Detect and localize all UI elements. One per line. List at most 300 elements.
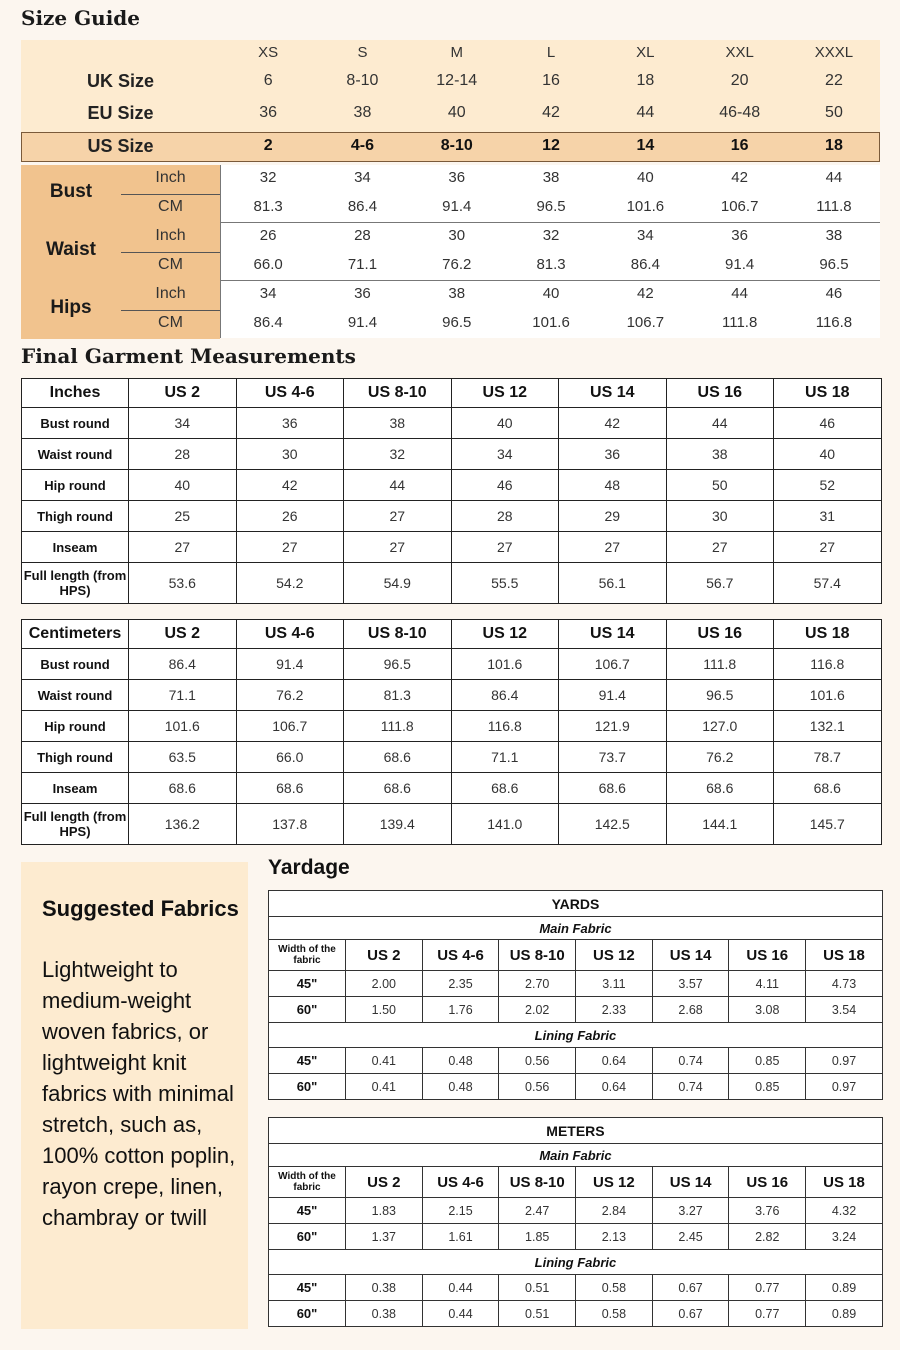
size-column-header: US 18 bbox=[806, 1167, 883, 1198]
cm-value: 96.5 bbox=[819, 256, 849, 273]
yardage-value: 4.73 bbox=[806, 971, 883, 997]
yardage-value: 0.97 bbox=[806, 1048, 883, 1074]
yardage-value: 0.74 bbox=[652, 1074, 729, 1100]
measurement-value: 54.2 bbox=[236, 563, 344, 604]
size-letter: XL bbox=[636, 44, 655, 61]
yardage-value: 1.50 bbox=[346, 997, 423, 1023]
yardage-value: 0.77 bbox=[729, 1301, 806, 1327]
measurement-value: 116.8 bbox=[774, 649, 882, 680]
fabric-width: 60" bbox=[269, 1224, 346, 1250]
main-fabric-data-row bbox=[269, 1224, 883, 1250]
measurement-label: Bust round bbox=[22, 408, 129, 439]
yardage-value: 2.45 bbox=[652, 1224, 729, 1250]
fabric-width: 60" bbox=[269, 1074, 346, 1100]
yardage-value: 0.89 bbox=[806, 1275, 883, 1301]
yardage-value: 0.85 bbox=[729, 1048, 806, 1074]
measurement-value: 63.5 bbox=[129, 742, 237, 773]
yardage-value: 0.44 bbox=[422, 1301, 499, 1327]
suggested-fabrics-panel bbox=[21, 862, 248, 1329]
inch-value: 26 bbox=[259, 227, 277, 244]
garment-title: Final Garment Measurements bbox=[21, 344, 356, 368]
yardage-value: 2.82 bbox=[729, 1224, 806, 1250]
inch-value: 34 bbox=[636, 227, 654, 244]
size-column-header: US 14 bbox=[559, 620, 667, 649]
measurement-value: 96.5 bbox=[666, 680, 774, 711]
main-fabric-label: Main Fabric bbox=[269, 917, 883, 940]
table-row bbox=[22, 501, 882, 532]
cm-value: 106.7 bbox=[626, 314, 665, 331]
us-size-value: 14 bbox=[636, 137, 655, 154]
measurement-value: 142.5 bbox=[559, 804, 667, 845]
eu-size-value: 42 bbox=[542, 104, 560, 121]
measurement-value: 36 bbox=[236, 408, 344, 439]
measurement-label: Waist round bbox=[22, 439, 129, 470]
measurement-value: 139.4 bbox=[344, 804, 452, 845]
table-header-row bbox=[22, 620, 882, 649]
cm-value: 101.6 bbox=[532, 314, 570, 331]
measurement-value: 28 bbox=[129, 439, 237, 470]
yardage-value: 2.02 bbox=[499, 997, 576, 1023]
width-label: Width of the fabric bbox=[269, 1167, 346, 1198]
measurement-value: 40 bbox=[451, 408, 559, 439]
measurement-value: 28 bbox=[451, 501, 559, 532]
lining-fabric-data-row bbox=[269, 1301, 883, 1327]
yardage-value: 1.37 bbox=[346, 1224, 423, 1250]
measurement-value: 68.6 bbox=[559, 773, 667, 804]
cm-value: 111.8 bbox=[721, 314, 758, 331]
inch-value: 46 bbox=[825, 285, 843, 302]
cm-value: 81.3 bbox=[253, 198, 283, 215]
yardage-value: 4.11 bbox=[729, 971, 806, 997]
measurement-value: 101.6 bbox=[451, 649, 559, 680]
table-row bbox=[22, 532, 882, 563]
measurement-value: 34 bbox=[451, 439, 559, 470]
measurement-value: 54.9 bbox=[344, 563, 452, 604]
yardage-value: 3.11 bbox=[576, 971, 653, 997]
unit-cm: CM bbox=[158, 198, 183, 215]
measurement-value: 101.6 bbox=[129, 711, 237, 742]
inch-value: 42 bbox=[636, 285, 654, 302]
yardage-value: 0.97 bbox=[806, 1074, 883, 1100]
cm-value: 91.4 bbox=[442, 198, 472, 215]
cm-value: 91.4 bbox=[347, 314, 378, 331]
yardage-value: 0.64 bbox=[576, 1048, 653, 1074]
cm-value: 86.4 bbox=[630, 256, 660, 273]
measurement-value: 106.7 bbox=[236, 711, 344, 742]
group-name: Waist bbox=[46, 239, 96, 260]
yardage-value: 0.58 bbox=[576, 1275, 653, 1301]
measurement-value: 68.6 bbox=[344, 742, 452, 773]
measurement-value: 121.9 bbox=[559, 711, 667, 742]
group-column-separator bbox=[220, 165, 221, 338]
uk-size-value: 18 bbox=[636, 72, 655, 89]
inch-value: 32 bbox=[259, 169, 277, 186]
measurement-value: 136.2 bbox=[129, 804, 237, 845]
size-column-header: US 18 bbox=[774, 620, 882, 649]
inch-value: 38 bbox=[448, 285, 466, 302]
measurement-value: 145.7 bbox=[774, 804, 882, 845]
garment-inches-table bbox=[21, 378, 882, 604]
unit-cm: CM bbox=[158, 314, 183, 331]
measurement-value: 132.1 bbox=[774, 711, 882, 742]
fabric-width: 45" bbox=[269, 971, 346, 997]
us-size-value: 18 bbox=[825, 137, 843, 154]
fabric-width: 60" bbox=[269, 1301, 346, 1327]
size-letter: M bbox=[450, 44, 463, 61]
measurement-value: 53.6 bbox=[129, 563, 237, 604]
lining-fabric-data-row bbox=[269, 1275, 883, 1301]
measurement-value: 68.6 bbox=[129, 773, 237, 804]
inch-value: 36 bbox=[448, 169, 466, 186]
table-row bbox=[22, 439, 882, 470]
cm-value: 96.5 bbox=[536, 198, 566, 215]
measurement-value: 44 bbox=[666, 408, 774, 439]
size-column-header: US 4-6 bbox=[236, 379, 344, 408]
inch-value: 34 bbox=[259, 285, 277, 302]
measurement-value: 25 bbox=[129, 501, 237, 532]
yardage-value: 0.48 bbox=[422, 1074, 499, 1100]
cm-value: 106.7 bbox=[720, 198, 759, 215]
measurement-label: Hip round bbox=[22, 711, 129, 742]
eu-size-label: EU Size bbox=[87, 103, 154, 123]
fabric-width: 45" bbox=[269, 1198, 346, 1224]
measurement-value: 27 bbox=[451, 532, 559, 563]
yardage-value: 3.76 bbox=[729, 1198, 806, 1224]
us-size-value: 16 bbox=[730, 137, 749, 154]
yardage-value: 0.85 bbox=[729, 1074, 806, 1100]
size-column-header: US 8-10 bbox=[499, 940, 576, 971]
measurement-value: 96.5 bbox=[344, 649, 452, 680]
yardage-value: 3.24 bbox=[806, 1224, 883, 1250]
yardage-value: 0.77 bbox=[729, 1275, 806, 1301]
measurement-label: Thigh round bbox=[22, 742, 129, 773]
us-size-value: 8-10 bbox=[440, 137, 473, 154]
yardage-value: 0.56 bbox=[499, 1048, 576, 1074]
fabric-width: 45" bbox=[269, 1048, 346, 1074]
eu-size-value: 40 bbox=[447, 104, 466, 121]
us-size-value: 12 bbox=[542, 137, 560, 154]
uk-size-label: UK Size bbox=[86, 71, 155, 91]
yardage-value: 0.38 bbox=[346, 1275, 423, 1301]
size-column-header: US 12 bbox=[451, 379, 559, 408]
table-header-row bbox=[22, 379, 882, 408]
yardage-value: 0.51 bbox=[499, 1301, 576, 1327]
group-name: Hips bbox=[50, 297, 92, 318]
measurement-value: 73.7 bbox=[559, 742, 667, 773]
inch-value: 42 bbox=[731, 169, 748, 186]
eu-size-value: 44 bbox=[636, 104, 655, 121]
inch-value: 44 bbox=[825, 169, 843, 186]
size-column-header: US 2 bbox=[346, 940, 423, 971]
yardage-value: 0.48 bbox=[422, 1048, 499, 1074]
measurement-value: 71.1 bbox=[129, 680, 237, 711]
measurement-value: 57.4 bbox=[774, 563, 882, 604]
lining-fabric-data-row bbox=[269, 1048, 883, 1074]
measurement-value: 55.5 bbox=[451, 563, 559, 604]
size-column-header: US 14 bbox=[559, 379, 667, 408]
yardage-value: 4.32 bbox=[806, 1198, 883, 1224]
yardage-value: 0.67 bbox=[652, 1301, 729, 1327]
measurement-value: 27 bbox=[236, 532, 344, 563]
measurement-label: Waist round bbox=[22, 680, 129, 711]
yardage-value: 2.68 bbox=[652, 997, 729, 1023]
measurement-value: 38 bbox=[666, 439, 774, 470]
cm-value: 71.1 bbox=[347, 256, 378, 273]
suggested-fabrics-text: Lightweight to medium-weight woven fabrics, or lightweight knit fabrics with minimal stretch, such as, 100% cotton poplin, rayon crepe, linen, chambray or twill bbox=[42, 957, 236, 1230]
eu-size-value: 50 bbox=[825, 104, 843, 121]
table-row bbox=[22, 408, 882, 439]
yardage-yards-table bbox=[268, 890, 883, 1100]
size-column-header: US 4-6 bbox=[422, 1167, 499, 1198]
garment-cm-table bbox=[21, 619, 882, 845]
lining-fabric-row bbox=[269, 1250, 883, 1275]
main-fabric-row bbox=[269, 917, 883, 940]
measurement-value: 42 bbox=[559, 408, 667, 439]
measurement-label: Bust round bbox=[22, 649, 129, 680]
yardage-title: Yardage bbox=[268, 856, 350, 879]
inch-value: 36 bbox=[731, 227, 748, 244]
measurement-value: 141.0 bbox=[451, 804, 559, 845]
measurement-value: 56.7 bbox=[666, 563, 774, 604]
cm-value: 91.4 bbox=[725, 256, 755, 273]
size-letter: XXL bbox=[725, 44, 754, 61]
uk-size-value: 6 bbox=[263, 72, 273, 89]
main-fabric-data-row bbox=[269, 1198, 883, 1224]
measurement-value: 137.8 bbox=[236, 804, 344, 845]
table-row bbox=[22, 649, 882, 680]
unit-inch: Inch bbox=[155, 285, 186, 302]
column-header-row bbox=[269, 940, 883, 971]
table-row bbox=[22, 680, 882, 711]
lining-fabric-data-row bbox=[269, 1074, 883, 1100]
fabric-width: 60" bbox=[269, 997, 346, 1023]
measurement-value: 46 bbox=[774, 408, 882, 439]
group-divider bbox=[121, 194, 220, 195]
measurement-value: 27 bbox=[666, 532, 774, 563]
measurement-value: 111.8 bbox=[666, 649, 774, 680]
uk-size-value: 12-14 bbox=[436, 72, 478, 89]
unit-row bbox=[269, 1118, 883, 1144]
suggested-fabrics-title: Suggested Fabrics bbox=[42, 896, 239, 921]
measurement-label: Full length (from HPS) bbox=[22, 563, 129, 604]
size-letter: XXXL bbox=[814, 44, 854, 61]
main-fabric-data-row bbox=[269, 997, 883, 1023]
measurement-value: 27 bbox=[559, 532, 667, 563]
yardage-meters-table bbox=[268, 1117, 883, 1327]
measurement-value: 50 bbox=[666, 470, 774, 501]
yardage-value: 0.58 bbox=[576, 1301, 653, 1327]
measurement-value: 68.6 bbox=[774, 773, 882, 804]
group-divider bbox=[121, 252, 220, 253]
yardage-value: 1.76 bbox=[422, 997, 499, 1023]
fabric-width: 45" bbox=[269, 1275, 346, 1301]
main-fabric-data-row bbox=[269, 971, 883, 997]
measurement-value: 66.0 bbox=[236, 742, 344, 773]
yardage-value: 1.85 bbox=[499, 1224, 576, 1250]
group-name: Bust bbox=[49, 181, 93, 202]
yardage-value: 3.57 bbox=[652, 971, 729, 997]
measurement-value: 27 bbox=[344, 501, 452, 532]
cm-value: 111.8 bbox=[816, 198, 852, 215]
group-separator bbox=[220, 280, 880, 281]
table-row bbox=[22, 563, 882, 604]
measurement-value: 31 bbox=[774, 501, 882, 532]
yardage-value: 2.47 bbox=[499, 1198, 576, 1224]
measurement-value: 68.6 bbox=[344, 773, 452, 804]
size-column-header: US 12 bbox=[576, 940, 653, 971]
unit-header: METERS bbox=[269, 1118, 883, 1144]
lining-fabric-row bbox=[269, 1023, 883, 1048]
size-column-header: US 14 bbox=[652, 1167, 729, 1198]
cm-value: 76.2 bbox=[442, 256, 472, 273]
yardage-value: 2.13 bbox=[576, 1224, 653, 1250]
yardage-value: 0.74 bbox=[652, 1048, 729, 1074]
size-guide-table bbox=[21, 40, 880, 338]
measurement-value: 32 bbox=[344, 439, 452, 470]
inch-value: 30 bbox=[448, 227, 466, 244]
unit-inch: Inch bbox=[155, 169, 186, 186]
size-column-header: US 16 bbox=[666, 379, 774, 408]
size-column-header: US 18 bbox=[774, 379, 882, 408]
inch-value: 44 bbox=[731, 285, 748, 302]
measurement-value: 27 bbox=[129, 532, 237, 563]
size-column-header: US 8-10 bbox=[499, 1167, 576, 1198]
measurement-value: 91.4 bbox=[559, 680, 667, 711]
us-size-value: 2 bbox=[263, 137, 273, 154]
inch-value: 28 bbox=[354, 227, 371, 244]
yardage-value: 0.56 bbox=[499, 1074, 576, 1100]
table-row bbox=[22, 804, 882, 845]
inch-value: 32 bbox=[542, 227, 560, 244]
measurement-label: Inseam bbox=[22, 773, 129, 804]
measurement-value: 36 bbox=[559, 439, 667, 470]
measurement-value: 76.2 bbox=[666, 742, 774, 773]
measurement-value: 144.1 bbox=[666, 804, 774, 845]
inch-value: 34 bbox=[354, 169, 371, 186]
measurement-value: 81.3 bbox=[344, 680, 452, 711]
yardage-value: 0.41 bbox=[346, 1048, 423, 1074]
measurement-value: 34 bbox=[129, 408, 237, 439]
measurement-value: 30 bbox=[666, 501, 774, 532]
yardage-value: 2.33 bbox=[576, 997, 653, 1023]
main-fabric-label: Main Fabric bbox=[269, 1144, 883, 1167]
lining-fabric-label: Lining Fabric bbox=[269, 1023, 883, 1048]
column-header-row bbox=[269, 1167, 883, 1198]
measurement-label: Inseam bbox=[22, 532, 129, 563]
measurement-value: 78.7 bbox=[774, 742, 882, 773]
measurement-value: 52 bbox=[774, 470, 882, 501]
yardage-value: 2.70 bbox=[499, 971, 576, 997]
size-column-header: US 2 bbox=[129, 379, 237, 408]
inch-value: 40 bbox=[542, 285, 560, 302]
yardage-value: 3.54 bbox=[806, 997, 883, 1023]
yardage-value: 3.08 bbox=[729, 997, 806, 1023]
size-column-header: US 16 bbox=[729, 940, 806, 971]
yardage-value: 2.35 bbox=[422, 971, 499, 997]
inch-value: 38 bbox=[542, 169, 560, 186]
cm-value: 66.0 bbox=[253, 256, 283, 273]
measurement-value: 40 bbox=[129, 470, 237, 501]
size-letter: XS bbox=[258, 44, 279, 61]
uk-size-value: 22 bbox=[825, 72, 843, 89]
measurement-value: 48 bbox=[559, 470, 667, 501]
unit-cm: CM bbox=[158, 256, 183, 273]
measurement-value: 27 bbox=[344, 532, 452, 563]
measurement-value: 29 bbox=[559, 501, 667, 532]
measurement-value: 38 bbox=[344, 408, 452, 439]
size-column-header: US 2 bbox=[129, 620, 237, 649]
inch-value: 38 bbox=[825, 227, 843, 244]
uk-size-value: 16 bbox=[542, 72, 560, 89]
size-letter: L bbox=[546, 44, 556, 61]
measurement-value: 71.1 bbox=[451, 742, 559, 773]
measurement-value: 86.4 bbox=[129, 649, 237, 680]
table-row bbox=[22, 470, 882, 501]
unit-inch: Inch bbox=[155, 227, 186, 244]
unit-header: Inches bbox=[22, 379, 129, 408]
measurement-value: 44 bbox=[344, 470, 452, 501]
measurement-value: 86.4 bbox=[451, 680, 559, 711]
cm-value: 86.4 bbox=[253, 314, 283, 331]
measurement-value: 27 bbox=[774, 532, 882, 563]
unit-header: YARDS bbox=[269, 891, 883, 917]
inch-value: 36 bbox=[354, 285, 371, 302]
cm-value: 96.5 bbox=[442, 314, 472, 331]
eu-size-value: 46-48 bbox=[719, 104, 761, 121]
size-column-header: US 12 bbox=[576, 1167, 653, 1198]
lining-fabric-label: Lining Fabric bbox=[269, 1250, 883, 1275]
measurement-value: 46 bbox=[451, 470, 559, 501]
yardage-value: 0.64 bbox=[576, 1074, 653, 1100]
size-column-header: US 16 bbox=[729, 1167, 806, 1198]
measurement-label: Thigh round bbox=[22, 501, 129, 532]
yardage-value: 3.27 bbox=[652, 1198, 729, 1224]
measurement-value: 68.6 bbox=[451, 773, 559, 804]
size-column-header: US 8-10 bbox=[344, 379, 452, 408]
table-row bbox=[22, 742, 882, 773]
measurement-label: Hip round bbox=[22, 470, 129, 501]
measurement-value: 91.4 bbox=[236, 649, 344, 680]
measurement-value: 101.6 bbox=[774, 680, 882, 711]
size-column-header: US 4-6 bbox=[422, 940, 499, 971]
eu-size-value: 38 bbox=[353, 104, 372, 121]
inch-value: 40 bbox=[636, 169, 654, 186]
cm-value: 86.4 bbox=[347, 198, 378, 215]
yardage-value: 0.67 bbox=[652, 1275, 729, 1301]
us-size-value: 4-6 bbox=[350, 137, 374, 154]
size-column-header: US 18 bbox=[806, 940, 883, 971]
measurement-value: 106.7 bbox=[559, 649, 667, 680]
measurement-value: 111.8 bbox=[344, 711, 452, 742]
measurement-value: 40 bbox=[774, 439, 882, 470]
cm-value: 81.3 bbox=[536, 256, 566, 273]
eu-size-value: 36 bbox=[259, 104, 278, 121]
size-column-header: US 12 bbox=[451, 620, 559, 649]
measurement-value: 68.6 bbox=[666, 773, 774, 804]
yardage-value: 1.61 bbox=[422, 1224, 499, 1250]
measurement-value: 116.8 bbox=[451, 711, 559, 742]
measurement-value: 30 bbox=[236, 439, 344, 470]
measurement-value: 42 bbox=[236, 470, 344, 501]
measurement-value: 127.0 bbox=[666, 711, 774, 742]
table-row bbox=[22, 711, 882, 742]
main-fabric-row bbox=[269, 1144, 883, 1167]
yardage-value: 0.89 bbox=[806, 1301, 883, 1327]
size-guide-title: Size Guide bbox=[21, 6, 141, 30]
measurement-value: 68.6 bbox=[236, 773, 344, 804]
unit-header: Centimeters bbox=[22, 620, 129, 649]
size-column-header: US 2 bbox=[346, 1167, 423, 1198]
